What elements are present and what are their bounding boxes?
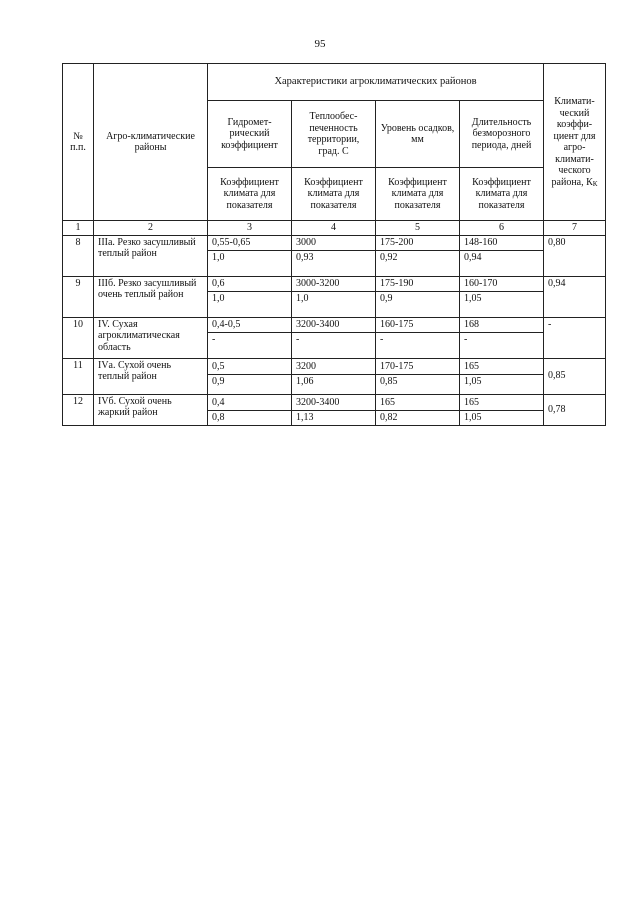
value-cell: 170-175 xyxy=(376,358,460,374)
header-coef-label: Коэффициент климата для показателя xyxy=(460,168,544,221)
header-coef-label: Коэффициент климата для показателя xyxy=(292,168,376,221)
value-cell: 165 xyxy=(460,394,544,410)
coef-cell: 0,82 xyxy=(376,410,460,425)
agroclimatic-regions-table xyxy=(62,63,606,426)
row-climate-coefficient: 0,78 xyxy=(544,394,606,425)
value-cell: 3000-3200 xyxy=(292,276,376,291)
value-cell: 165 xyxy=(460,358,544,374)
coef-cell: 1,05 xyxy=(460,374,544,394)
column-number: 7 xyxy=(544,221,606,236)
value-cell: 3000 xyxy=(292,235,376,250)
value-cell: 3200 xyxy=(292,358,376,374)
row-region: IV. Сухая агроклиматическая область xyxy=(94,317,208,358)
coef-cell: - xyxy=(292,332,376,358)
value-cell: 175-190 xyxy=(376,276,460,291)
coef-cell: 0,9 xyxy=(376,291,460,317)
row-number: 12 xyxy=(63,394,94,425)
coef-cell: 1,0 xyxy=(208,291,292,317)
row-climate-coefficient: 0,85 xyxy=(544,358,606,394)
column-number: 5 xyxy=(376,221,460,236)
row-region: IIIб. Резко засушливый очень теплый район xyxy=(94,276,208,317)
header-coef-label: Коэффициент климата для показателя xyxy=(376,168,460,221)
header-climate-coefficient xyxy=(544,64,606,221)
column-number: 4 xyxy=(292,221,376,236)
header-characteristics: Характеристики агроклиматических районов xyxy=(208,64,544,101)
header-number: № п.п. xyxy=(63,64,94,221)
row-climate-coefficient: 0,80 xyxy=(544,235,606,276)
coef-cell: 1,13 xyxy=(292,410,376,425)
row-climate-coefficient: 0,94 xyxy=(544,276,606,317)
column-number: 1 xyxy=(63,221,94,236)
column-number: 6 xyxy=(460,221,544,236)
coef-cell: 1,05 xyxy=(460,410,544,425)
value-cell: 3200-3400 xyxy=(292,317,376,332)
value-cell: 0,5 xyxy=(208,358,292,374)
header-coef-label: Коэффициент климата для показателя xyxy=(208,168,292,221)
column-number: 3 xyxy=(208,221,292,236)
header-climate-coefficient-sub: К xyxy=(592,179,598,188)
header-heat-supply: Теплообес-печенность территории, град. С xyxy=(292,101,376,168)
row-number: 8 xyxy=(63,235,94,276)
coef-cell: 0,8 xyxy=(208,410,292,425)
coef-cell: 0,93 xyxy=(292,250,376,276)
coef-cell: 0,94 xyxy=(460,250,544,276)
header-precipitation: Уровень осадков, мм xyxy=(376,101,460,168)
row-region: IVб. Сухой очень жаркий район xyxy=(94,394,208,425)
header-region: Агро-климатические районы xyxy=(94,64,208,221)
value-cell: 0,4-0,5 xyxy=(208,317,292,332)
coef-cell: 0,92 xyxy=(376,250,460,276)
header-frost-free: Длительность безморозного периода, дней xyxy=(460,101,544,168)
table-row xyxy=(63,317,606,332)
row-number: 9 xyxy=(63,276,94,317)
coef-cell: 1,0 xyxy=(292,291,376,317)
row-number: 11 xyxy=(63,358,94,394)
row-number: 10 xyxy=(63,317,94,358)
value-cell: 160-170 xyxy=(460,276,544,291)
column-number-row xyxy=(63,221,606,236)
value-cell: 165 xyxy=(376,394,460,410)
coef-cell: - xyxy=(376,332,460,358)
row-region: IIIа. Резко засушливый теплый район xyxy=(94,235,208,276)
coef-cell: 1,05 xyxy=(460,291,544,317)
value-cell: 175-200 xyxy=(376,235,460,250)
coef-cell: 0,9 xyxy=(208,374,292,394)
value-cell: 3200-3400 xyxy=(292,394,376,410)
value-cell: 148-160 xyxy=(460,235,544,250)
header-hydrothermal: Гидромет-рический коэффициент xyxy=(208,101,292,168)
value-cell: 160-175 xyxy=(376,317,460,332)
table-row xyxy=(63,394,606,410)
table-row xyxy=(63,358,606,374)
table-row xyxy=(63,235,606,250)
coef-cell: 1,0 xyxy=(208,250,292,276)
coef-cell: 0,85 xyxy=(376,374,460,394)
row-climate-coefficient: - xyxy=(544,317,606,358)
value-cell: 168 xyxy=(460,317,544,332)
coef-cell: 1,06 xyxy=(292,374,376,394)
coef-cell: - xyxy=(208,332,292,358)
value-cell: 0,4 xyxy=(208,394,292,410)
value-cell: 0,55-0,65 xyxy=(208,235,292,250)
header-climate-coefficient-text: Климати-ческий коэффи-циент для агро-климати-ческого района, К xyxy=(551,96,596,188)
coef-cell: - xyxy=(460,332,544,358)
value-cell: 0,6 xyxy=(208,276,292,291)
table-row xyxy=(63,276,606,291)
column-number: 2 xyxy=(94,221,208,236)
row-region: IVа. Сухой очень теплый район xyxy=(94,358,208,394)
page-number: 95 xyxy=(314,38,326,50)
